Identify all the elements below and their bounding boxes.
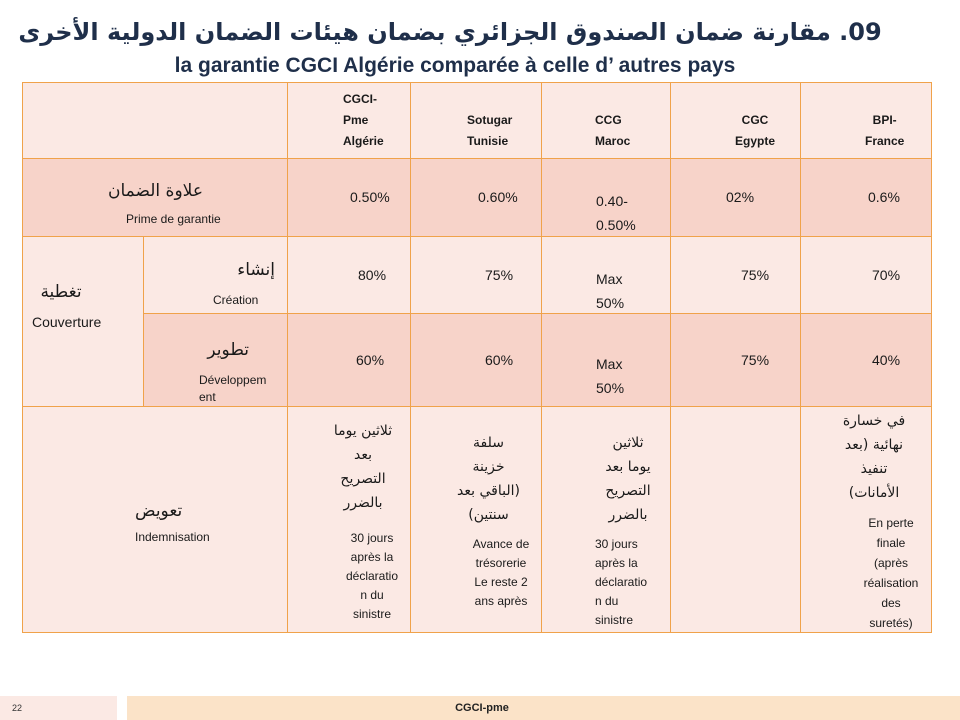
header-cgc-line1: CGC bbox=[741, 113, 769, 127]
header-sotugar bbox=[411, 83, 542, 159]
indemnisation-bpi: في خسارة نهائية (بعد تنفيذ الأمانات) En perte finale (après réalisation des suretés) bbox=[801, 407, 932, 633]
header-ccg bbox=[542, 83, 671, 159]
row-prime bbox=[23, 159, 932, 237]
page-number: 22 bbox=[12, 703, 23, 713]
indemnisation-cgc bbox=[671, 407, 801, 633]
prime-ccg: 0.40- 0.50% bbox=[542, 159, 671, 237]
indemnisation-label-fr: Indemnisation bbox=[135, 530, 210, 544]
indemnisation-label-cell bbox=[23, 407, 288, 633]
header-row bbox=[23, 83, 932, 159]
developpement-label-fr-2: ent bbox=[199, 390, 216, 404]
creation-label-cell bbox=[144, 237, 288, 314]
footer-page-box bbox=[0, 696, 117, 720]
prime-label-ar: علاوة الضمان bbox=[108, 181, 203, 201]
header-empty-cell bbox=[23, 83, 288, 159]
prime-label-fr: Prime de garantie bbox=[126, 212, 221, 226]
row-creation bbox=[23, 237, 932, 314]
footer-label: CGCI-pme bbox=[455, 702, 509, 714]
creation-sotugar: 75% bbox=[411, 237, 542, 314]
header-cgci-line1: CGCI- bbox=[343, 92, 377, 106]
developpement-label-fr-1: Développem bbox=[199, 373, 267, 387]
header-bpi bbox=[801, 83, 932, 159]
header-sotugar-line1: Sotugar bbox=[467, 113, 513, 127]
header-cgci bbox=[288, 83, 411, 159]
header-bpi-line1: BPI- bbox=[872, 113, 897, 127]
comparison-table bbox=[22, 82, 932, 633]
developpement-cgc: 75% bbox=[671, 314, 801, 407]
creation-cgci: 80% bbox=[288, 237, 411, 314]
row-indemnisation bbox=[23, 407, 932, 633]
title-french: la garantie CGCI Algérie comparée à celle d’ autres pays bbox=[174, 54, 736, 77]
creation-label-fr: Création bbox=[213, 293, 259, 307]
developpement-ccg: Max 50% bbox=[542, 314, 671, 407]
header-cgci-line3: Algérie bbox=[343, 134, 384, 148]
couverture-label-cell bbox=[23, 237, 144, 407]
header-sotugar-line2: Tunisie bbox=[467, 134, 509, 148]
creation-cgc: 75% bbox=[671, 237, 801, 314]
indemnisation-ccg: ثلاثين يوما بعد التصريح بالضرر 30 jours après la déclaratio n du sinistre bbox=[542, 407, 671, 633]
couverture-label-fr: Couverture bbox=[32, 314, 102, 330]
creation-bpi: 70% bbox=[801, 237, 932, 314]
prime-bpi: 0.6% bbox=[801, 159, 932, 237]
prime-sotugar: 0.60% bbox=[411, 159, 542, 237]
creation-label-ar: إنشاء bbox=[237, 260, 275, 280]
header-ccg-line2: Maroc bbox=[595, 134, 631, 148]
prime-cgc: 02% bbox=[671, 159, 801, 237]
developpement-sotugar: 60% bbox=[411, 314, 542, 407]
developpement-label-ar: تطوير bbox=[207, 340, 249, 360]
prime-cgci: 0.50% bbox=[288, 159, 411, 237]
creation-ccg: Max 50% bbox=[542, 237, 671, 314]
footer-bar bbox=[127, 696, 960, 720]
developpement-bpi: 40% bbox=[801, 314, 932, 407]
header-bpi-line2: France bbox=[865, 134, 905, 148]
row-developpement bbox=[23, 314, 932, 407]
developpement-label-cell bbox=[144, 314, 288, 407]
header-cgc-line2: Egypte bbox=[735, 134, 776, 148]
indemnisation-cgci: ثلاثين يوما بعد التصريح بالضرر 30 jours après la déclaratio n du sinistre bbox=[288, 407, 411, 633]
indemnisation-label-ar: تعويض bbox=[135, 501, 183, 521]
header-ccg-line1: CCG bbox=[595, 113, 622, 127]
header-cgc bbox=[671, 83, 801, 159]
title-arabic: 09. مقارنة ضمان الصندوق الجزائري بضمان هيئات الضمان الدولية الأخرى bbox=[18, 18, 882, 46]
prime-label-cell bbox=[23, 159, 288, 237]
developpement-cgci: 60% bbox=[288, 314, 411, 407]
couverture-label-ar: تغطية bbox=[40, 282, 82, 302]
header-cgci-line2: Pme bbox=[343, 113, 369, 127]
indemnisation-sotugar: سلفة خزينة (الباقي بعد سنتين) Avance de trésorerie Le reste 2 ans après bbox=[411, 407, 542, 633]
